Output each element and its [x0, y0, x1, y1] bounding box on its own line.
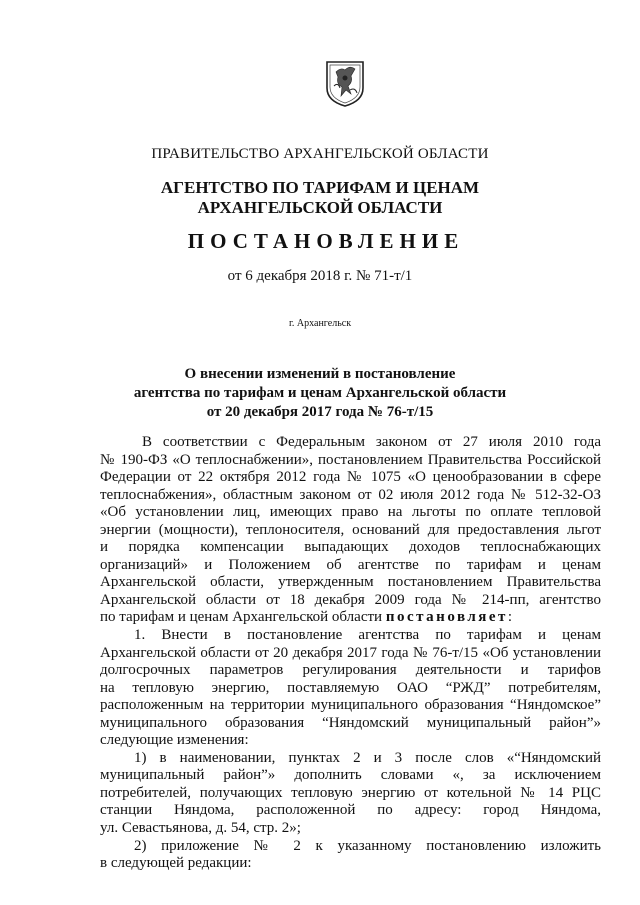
- body-line: станции Няндома, расположенной по адресу: город Няндома,: [100, 802, 601, 819]
- body-line: 1. Внести в постановление агентства по тарифам и ценам: [134, 627, 601, 644]
- body-line: расположенным на территории муниципального образования “Няндомское”: [100, 697, 601, 714]
- body-line: ул. Севастьянова, д. 54, стр. 2»;: [100, 820, 301, 837]
- body-line: В соответствии с Федеральным законом от 27 июля 2010 года: [142, 434, 601, 450]
- coat-of-arms-icon: [324, 60, 366, 108]
- document-type-title: ПОСТАНОВЛЕНИЕ: [187, 229, 465, 253]
- body-text-fragment: :: [507, 609, 513, 626]
- body-line: Архангельской области, утвержденным постановлением Правительства: [100, 574, 601, 591]
- date-and-number: от 6 декабря 2018 г. № 71-т/1: [227, 268, 413, 284]
- body-line: теплоснабжения», областным законом от 02 июля 2012 года № 512-32-ОЗ: [100, 486, 601, 503]
- body-line: долгосрочных параметров регулирования деятельности и тарифов: [100, 662, 601, 679]
- body-line: Архангельской области от 20 декабря 2017 года № 76-т/15 «Об установлении: [100, 644, 601, 661]
- body-line: № 190-ФЗ «О теплоснабжении», постановлением Правительства Российской: [100, 451, 601, 468]
- subject-line1: О внесении изменений в постановление: [184, 366, 456, 382]
- body-line: Архангельской области от 18 декабря 2009 года № 214-пп, агентство: [100, 591, 601, 608]
- body-line: энергии (мощности), теплоносителя, оснований для предоставления льгот: [100, 521, 601, 538]
- document-subject: [0, 365, 640, 422]
- agency-name: [0, 178, 640, 218]
- body-line: на тепловую энергию, поставляемую ОАО “РЖД” потребителям,: [100, 679, 601, 696]
- subject-line3: от 20 декабря 2017 года № 76-т/15: [206, 404, 434, 420]
- body-line: муниципального образования “Няндомский муниципальный район”»: [100, 714, 601, 731]
- government-name: ПРАВИТЕЛЬСТВО АРХАНГЕЛЬСКОЙ ОБЛАСТИ: [151, 146, 489, 162]
- city-name: г. Архангельск: [288, 318, 352, 329]
- body-line: организаций» и Положением об агентстве по тарифам и ценам: [100, 556, 601, 573]
- body-line: муниципальный район”» дополнить словами «, за исключением: [100, 767, 601, 784]
- body-line: потребителей, получающих тепловую энергию от котельной № 14 РЦС: [100, 784, 601, 801]
- body-line: [100, 609, 601, 627]
- body-line: 1) в наименовании, пунктах 2 и 3 после слов «“Няндомский: [134, 749, 601, 766]
- body-line: 2) приложение № 2 к указанному постановлению изложить: [134, 837, 601, 854]
- subject-line2: агентства по тарифам и ценам Архангельской области: [133, 385, 507, 401]
- body-text-fragment: по тарифам и ценам Архангельской области: [100, 609, 383, 626]
- body-line: Федерации от 22 октября 2012 года № 1075 «О ценообразовании в сфере: [100, 469, 601, 486]
- body-line: и порядка компенсации выпадающих доходов теплоснабжающих: [100, 539, 601, 556]
- body-line: «Об установлении лиц, имеющих право на льготы по оплате тепловой: [100, 504, 601, 521]
- resolves-keyword: постановляет: [385, 609, 508, 626]
- agency-name-line1: АГЕНТСТВО ПО ТАРИФАМ И ЦЕНАМ: [160, 178, 480, 197]
- body-line: следующие изменения:: [100, 732, 249, 749]
- body-line: в следующей редакции:: [100, 855, 252, 872]
- agency-name-line2: АРХАНГЕЛЬСКОЙ ОБЛАСТИ: [197, 198, 443, 217]
- document-body: [100, 434, 601, 873]
